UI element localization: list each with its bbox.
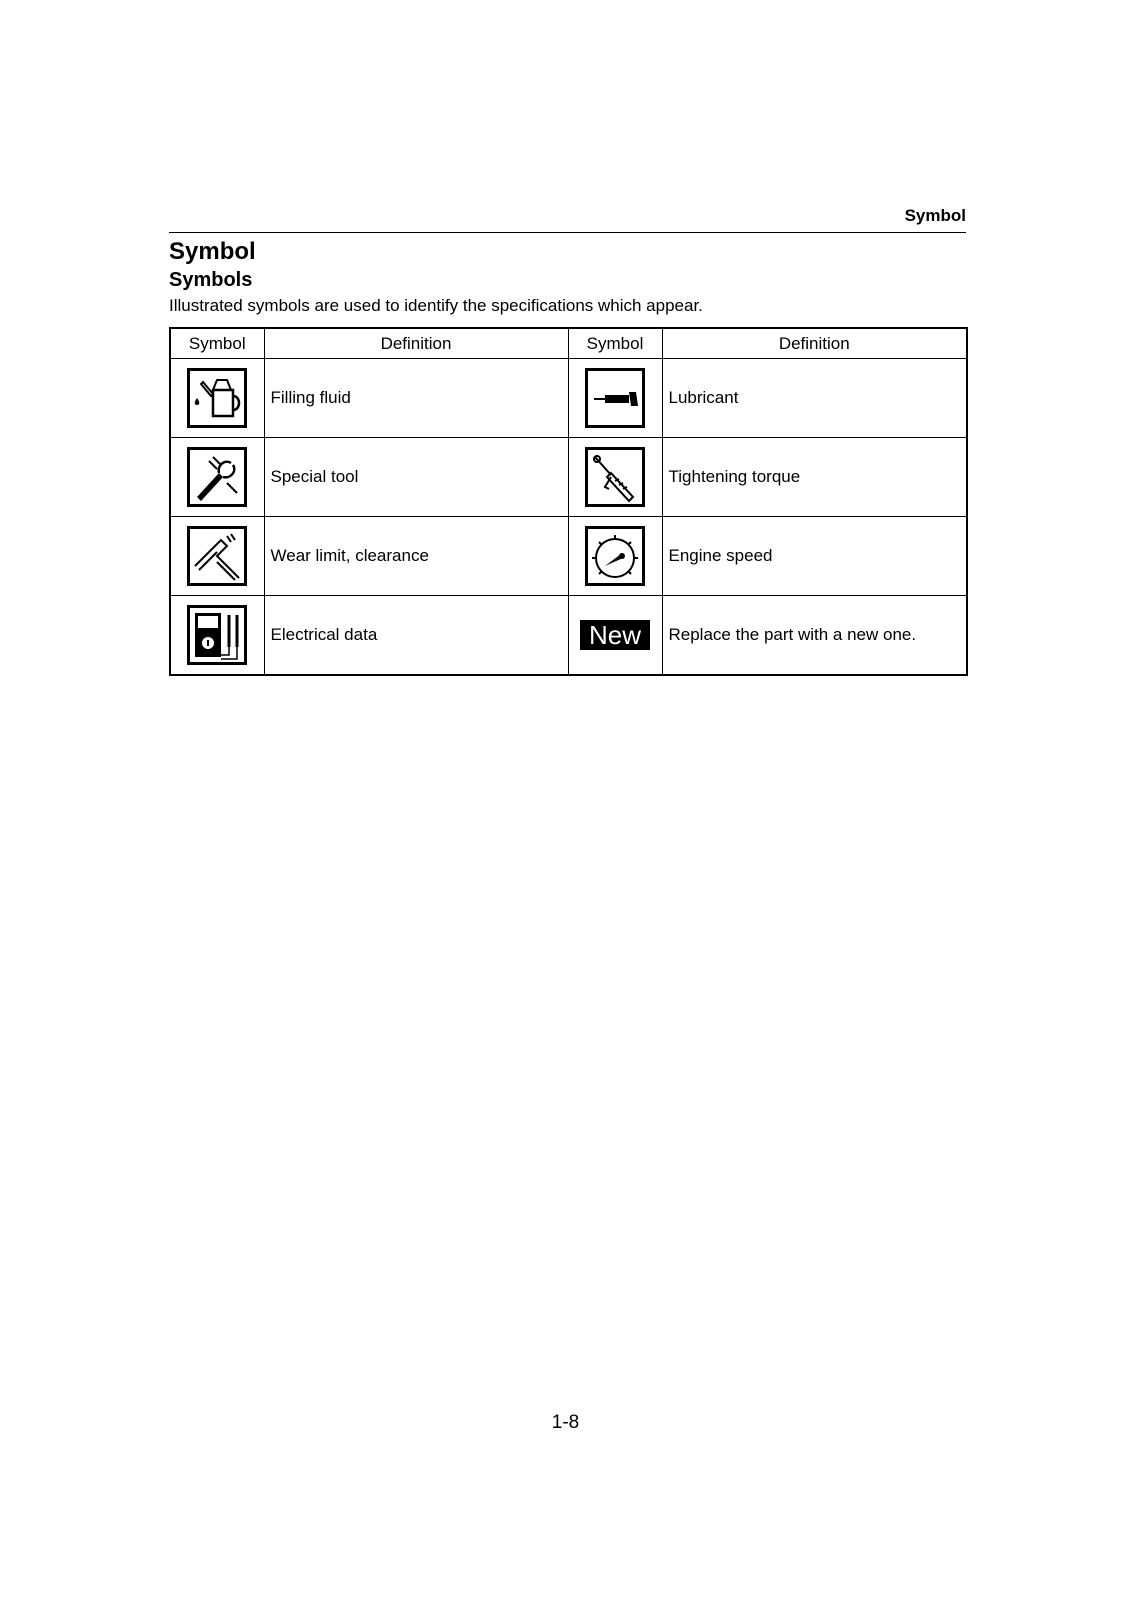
- running-head: Symbol: [904, 206, 966, 225]
- header-symbol: Symbol: [170, 328, 264, 359]
- table-header-row: [170, 328, 967, 359]
- symbol-cell: [170, 438, 264, 517]
- definition-cell: Wear limit, clearance: [264, 517, 568, 596]
- grease-gun-icon: [585, 368, 645, 428]
- definition-cell: Tightening torque: [662, 438, 967, 517]
- header-symbol: Symbol: [568, 328, 662, 359]
- definition-cell: Electrical data: [264, 596, 568, 676]
- new-badge: New: [580, 620, 650, 650]
- symbol-cell: [568, 438, 662, 517]
- table-row: [170, 596, 967, 676]
- table-row: [170, 438, 967, 517]
- symbol-cell: [170, 517, 264, 596]
- caliper-icon: [187, 526, 247, 586]
- symbol-cell: [568, 596, 662, 676]
- tachometer-icon: [585, 526, 645, 586]
- definition-cell: Replace the part with a new one.: [662, 596, 967, 676]
- intro-text: Illustrated symbols are used to identify the specifications which appear.: [169, 296, 703, 315]
- page-number: 1-8: [551, 1412, 580, 1433]
- subsection-title: Symbols: [169, 269, 253, 291]
- table-row: [170, 359, 967, 438]
- symbol-cell: [568, 359, 662, 438]
- symbol-cell: [170, 596, 264, 676]
- definition-cell: Lubricant: [662, 359, 967, 438]
- definition-cell: Engine speed: [662, 517, 967, 596]
- header-definition: Definition: [264, 328, 568, 359]
- header-definition: Definition: [662, 328, 967, 359]
- section-title: Symbol: [169, 238, 256, 265]
- special-tool-icon: [187, 447, 247, 507]
- multimeter-icon: [187, 605, 247, 665]
- definition-cell: Special tool: [264, 438, 568, 517]
- symbol-cell: [568, 517, 662, 596]
- torque-wrench-icon: [585, 447, 645, 507]
- table-row: [170, 517, 967, 596]
- symbol-cell: [170, 359, 264, 438]
- symbols-table: [169, 327, 968, 676]
- header-rule: [169, 232, 966, 233]
- definition-cell: Filling fluid: [264, 359, 568, 438]
- oil-can-icon: [187, 368, 247, 428]
